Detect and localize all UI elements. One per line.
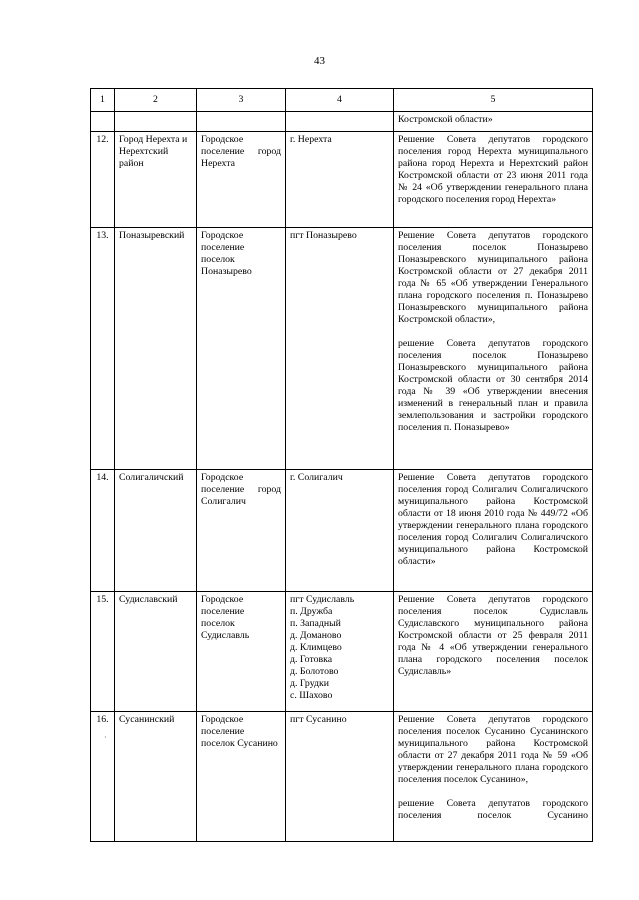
table-row — [91, 592, 593, 712]
locality: п. Западный — [290, 618, 341, 629]
document-cell — [394, 132, 593, 228]
district-cell — [115, 592, 197, 712]
settlement-line: Городское — [201, 230, 244, 241]
locality: п. Дружба — [290, 606, 333, 617]
table-row — [91, 228, 593, 470]
settlement-line: Городское — [201, 594, 244, 605]
settlement-line: Городское — [201, 472, 244, 483]
localities-cell — [286, 132, 394, 228]
locality: д. Готовка — [290, 654, 333, 665]
locality: пгт Сусанино — [290, 714, 347, 725]
locality: г. Солигалич — [290, 472, 343, 483]
column-header: 4 — [286, 89, 394, 112]
district-cell — [115, 712, 197, 842]
table-row — [91, 132, 593, 228]
district-line: Судиславский — [119, 594, 178, 605]
scan-speck: · — [104, 733, 107, 742]
settlements-table — [90, 88, 593, 842]
settlement-line: поселок Сусанино — [201, 738, 278, 749]
locality: с. Шахово — [290, 690, 333, 701]
document-cell — [394, 228, 593, 470]
settlement-cell — [197, 470, 286, 592]
continuation-row — [91, 112, 593, 132]
settlement-line: Нерехта — [201, 158, 235, 169]
settlement-line: поселок — [201, 254, 235, 265]
settlement-line: Судиславль — [201, 630, 250, 641]
document-text: Решение Совета депутатов городского поселения поселок Поназырево Поназыревского муниципального района Костромской области от 27 декабря 2011 года № 65 «Об утверждении Генерального плана городского поселения п. Поназырево Поназыревского муниципального района Костромской области», — [398, 230, 588, 325]
table-row — [91, 470, 593, 592]
document-text: Решение Совета депутатов городского поселения поселок Сусанино Сусанинского муниципального района Костромской области от 27 декабря 2011 года № 59 «Об утверждении генерального плана городского поселения поселок Сусанино», — [398, 714, 588, 785]
settlement-line: Городское — [201, 714, 244, 725]
localities-cell — [286, 470, 394, 592]
settlement-line: поселение — [201, 726, 245, 737]
document-cell — [394, 470, 593, 592]
document-text: решение Совета депутатов городского поселения поселок Поназырево Поназыревского муниципального района Костромской области от 30 сентября 2014 года № 39 «Об утверждении внесения изменений в генеральный план и правила землепользования и застройки городского поселения п. Поназырево» — [398, 338, 588, 433]
settlement-cell — [197, 592, 286, 712]
document-cell — [394, 592, 593, 712]
district-cell — [115, 228, 197, 470]
table-row — [91, 712, 593, 842]
settlement-cell — [197, 712, 286, 842]
column-header: 3 — [197, 89, 286, 112]
row-number: 15. — [91, 592, 115, 712]
settlement-line: поселение — [201, 242, 245, 253]
district-line: Город Нерехта и — [119, 134, 188, 145]
table-header-row — [91, 89, 593, 112]
localities-cell — [286, 712, 394, 842]
settlement-line: поселок — [201, 618, 235, 629]
document-text: Решение Совета депутатов городского поселения поселок Судиславль Судиславского муниципального района Костромской области от 25 февраля 2011 года № 4 «Об утверждении генерального плана городского поселения поселок Судиславль» — [398, 594, 588, 677]
settlement-line: Солигалич — [201, 496, 246, 507]
row-number: 14. — [91, 470, 115, 592]
settlement-line: поселение город — [201, 484, 281, 495]
document-text: Решение Совета депутатов городского поселения город Нерехта муниципального района город Нерехта и Нерехтский район Костромской области от 23 июня 2011 года № 24 «Об утверждении генерального плана городского поселения город Нерехта» — [398, 134, 588, 205]
locality: д. Доманово — [290, 630, 342, 641]
settlement-cell — [197, 228, 286, 470]
district-line: Солигаличский — [119, 472, 184, 483]
locality: д. Климцево — [290, 642, 342, 653]
row-number: 12. — [91, 132, 115, 228]
document-cell: Костромской области» — [394, 112, 593, 132]
district-line: Нерехтский — [119, 146, 169, 157]
locality: д. Болотово — [290, 666, 339, 677]
settlement-line: поселение — [201, 606, 245, 617]
column-header: 1 — [91, 89, 115, 112]
row-number: 16. — [91, 712, 115, 842]
settlement-cell — [197, 132, 286, 228]
locality: д. Грудки — [290, 678, 329, 689]
settlement-line: поселение город — [201, 146, 281, 157]
locality: пгт Судиславль — [290, 594, 355, 605]
document-text: решение Совета депутатов городского поселения поселок Сусанино — [398, 798, 588, 821]
document-cell — [394, 712, 593, 842]
page-number: 43 — [314, 55, 325, 67]
locality: г. Нерехта — [290, 134, 332, 145]
document-text: Решение Совета депутатов городского поселения город Солигалич Солигаличского муниципального района Костромской области от 18 июня 2010 года № 449/72 «Об утверждении генерального плана городского поселения город Солигалич Солигаличского муниципального района Костромской области» — [398, 472, 588, 567]
district-line: Сусанинский — [119, 714, 175, 725]
row-number: 13. — [91, 228, 115, 470]
settlement-line: Поназырево — [201, 266, 252, 277]
column-header: 2 — [115, 89, 197, 112]
localities-cell — [286, 592, 394, 712]
localities-cell — [286, 228, 394, 470]
settlement-line: Городское — [201, 134, 244, 145]
locality: пгт Поназырево — [290, 230, 357, 241]
district-cell — [115, 132, 197, 228]
district-cell — [115, 470, 197, 592]
district-line: район — [119, 158, 144, 169]
district-line: Поназыревский — [119, 230, 185, 241]
column-header: 5 — [394, 89, 593, 112]
